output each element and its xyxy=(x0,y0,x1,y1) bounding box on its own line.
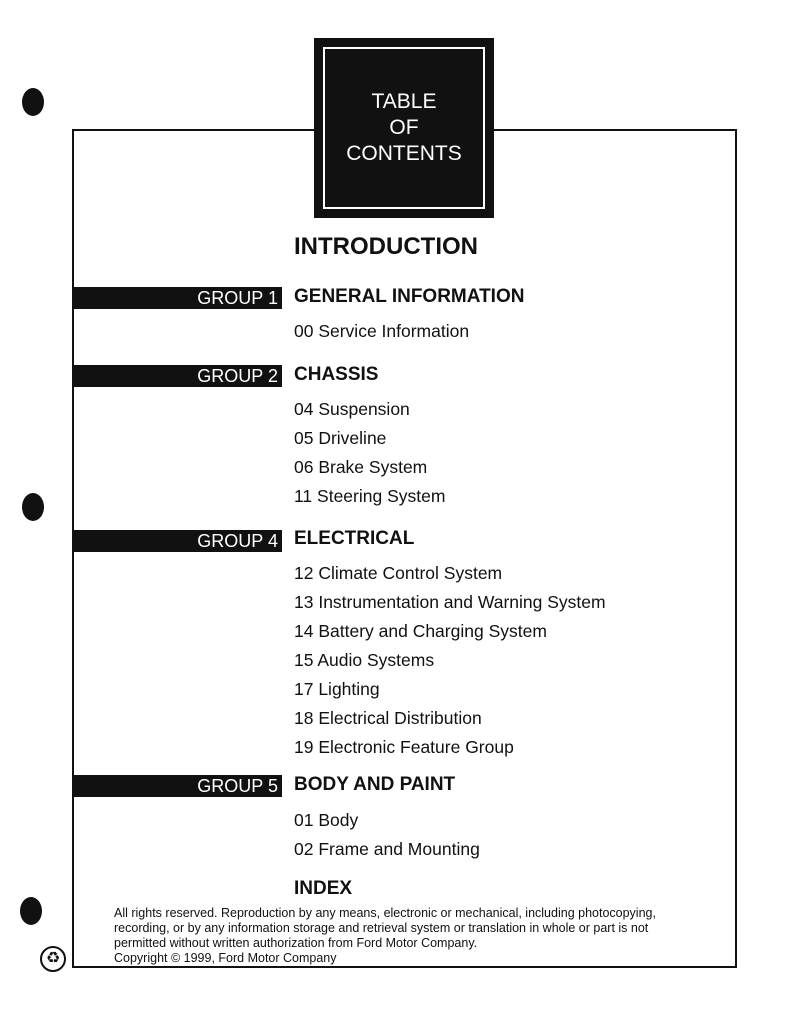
group-1-heading: GENERAL INFORMATION xyxy=(294,286,525,307)
toc-item: 11 Steering System xyxy=(294,486,446,506)
group-4-heading: ELECTRICAL xyxy=(294,528,415,549)
group-1-label: GROUP 1 xyxy=(73,287,282,309)
toc-item: 12 Climate Control System xyxy=(294,563,503,583)
punch-hole-icon xyxy=(22,493,44,521)
toc-item: 14 Battery and Charging System xyxy=(294,621,547,641)
group-2-heading: CHASSIS xyxy=(294,364,379,385)
toc-item: 02 Frame and Mounting xyxy=(294,839,480,859)
toc-item: 13 Instrumentation and Warning System xyxy=(294,592,606,612)
introduction-heading: INTRODUCTION xyxy=(294,233,478,260)
title-line-3: CONTENTS xyxy=(346,142,462,165)
title-line-1: TABLE xyxy=(371,90,437,113)
index-heading: INDEX xyxy=(294,878,353,899)
toc-item: 06 Brake System xyxy=(294,457,428,477)
copyright-line: Copyright © 1999, Ford Motor Company xyxy=(114,951,337,965)
group-4-label: GROUP 4 xyxy=(73,530,282,552)
toc-item: 15 Audio Systems xyxy=(294,650,435,670)
toc-item: 05 Driveline xyxy=(294,428,387,448)
title-inner xyxy=(323,47,485,209)
recycle-icon: ♻ xyxy=(40,946,66,972)
toc-item: 01 Body xyxy=(294,810,359,830)
punch-hole-icon xyxy=(20,897,42,925)
legal-line: All rights reserved. Reproduction by any means, electronic or mechanical, including photocopying, xyxy=(114,906,656,920)
group-5-label: GROUP 5 xyxy=(73,775,282,797)
toc-item: 17 Lighting xyxy=(294,679,380,699)
punch-hole-icon xyxy=(22,88,44,116)
legal-notice xyxy=(114,906,714,966)
legal-line: permitted without written authorization from Ford Motor Company. xyxy=(114,936,478,950)
group-5-heading: BODY AND PAINT xyxy=(294,774,456,795)
toc-item: 00 Service Information xyxy=(294,321,470,341)
toc-item: 19 Electronic Feature Group xyxy=(294,737,514,757)
legal-line: recording, or by any information storage and retrieval system or translation in whole or part is not xyxy=(114,921,649,935)
title-box xyxy=(314,38,494,218)
toc-item: 04 Suspension xyxy=(294,399,410,419)
toc-item: 18 Electrical Distribution xyxy=(294,708,482,728)
title-line-2: OF xyxy=(389,116,419,139)
group-2-label: GROUP 2 xyxy=(73,365,282,387)
